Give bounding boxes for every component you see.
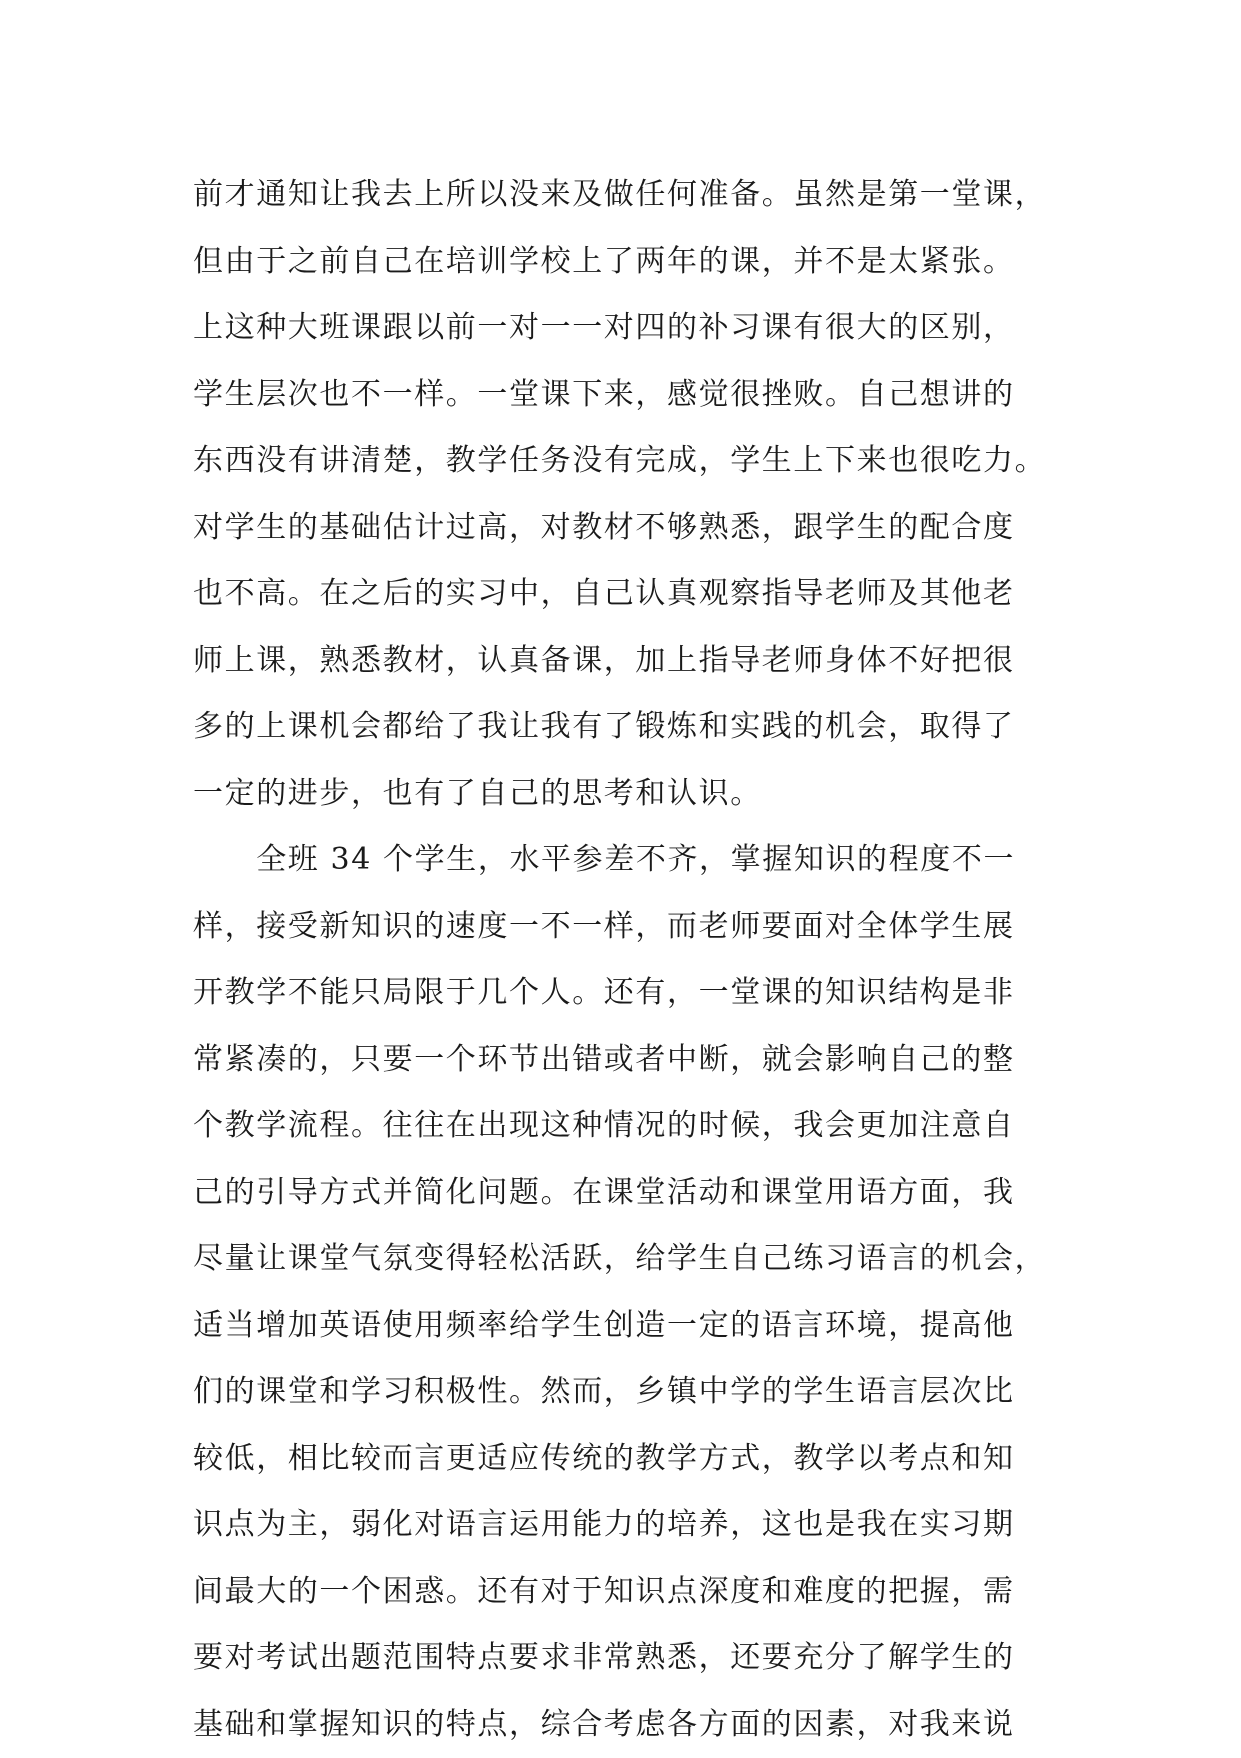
text-line: 开教学不能只局限于几个人。还有，一堂课的知识结构是非 bbox=[193, 960, 1093, 1027]
text-line: 东西没有讲清楚，教学任务没有完成，学生上下来也很吃力。 bbox=[193, 428, 1093, 495]
text-line: 也不高。在之后的实习中，自己认真观察指导老师及其他老 bbox=[193, 561, 1093, 628]
text-line: 学生层次也不一样。一堂课下来，感觉很挫败。自己想讲的 bbox=[193, 362, 1093, 429]
text-line: 对学生的基础估计过高，对教材不够熟悉，跟学生的配合度 bbox=[193, 495, 1093, 562]
text-line: 个教学流程。往往在出现这种情况的时候，我会更加注意自 bbox=[193, 1093, 1093, 1160]
text-line: 一定的进步，也有了自己的思考和认识。 bbox=[193, 761, 1093, 828]
text-line: 间最大的一个困惑。还有对于知识点深度和难度的把握，需 bbox=[193, 1559, 1093, 1626]
text-line: 上这种大班课跟以前一对一一对四的补习课有很大的区别， bbox=[193, 295, 1093, 362]
text-line: 但由于之前自己在培训学校上了两年的课，并不是太紧张。 bbox=[193, 229, 1093, 296]
text-line: 基础和掌握知识的特点，综合考虑各方面的因素，对我来说 bbox=[193, 1692, 1093, 1758]
text-line: 们的课堂和学习积极性。然而，乡镇中学的学生语言层次比 bbox=[193, 1359, 1093, 1426]
text-line: 前才通知让我去上所以没来及做任何准备。虽然是第一堂课， bbox=[193, 162, 1093, 229]
text-line: 适当增加英语使用频率给学生创造一定的语言环境，提高他 bbox=[193, 1293, 1093, 1360]
text-line: 识点为主，弱化对语言运用能力的培养，这也是我在实习期 bbox=[193, 1492, 1093, 1559]
text-line: 全班 34 个学生，水平参差不齐，掌握知识的程度不一 bbox=[193, 827, 1093, 894]
text-line: 样，接受新知识的速度一不一样，而老师要面对全体学生展 bbox=[193, 894, 1093, 961]
body-text bbox=[193, 162, 1093, 1758]
text-line: 师上课，熟悉教材，认真备课，加上指导老师身体不好把很 bbox=[193, 628, 1093, 695]
text-line: 多的上课机会都给了我让我有了锻炼和实践的机会，取得了 bbox=[193, 694, 1093, 761]
text-line: 己的引导方式并简化问题。在课堂活动和课堂用语方面，我 bbox=[193, 1160, 1093, 1227]
text-line: 尽量让课堂气氛变得轻松活跃，给学生自己练习语言的机会， bbox=[193, 1226, 1093, 1293]
text-line: 要对考试出题范围特点要求非常熟悉，还要充分了解学生的 bbox=[193, 1625, 1093, 1692]
text-line: 较低，相比较而言更适应传统的教学方式，教学以考点和知 bbox=[193, 1426, 1093, 1493]
text-line: 常紧凑的，只要一个环节出错或者中断，就会影响自己的整 bbox=[193, 1027, 1093, 1094]
